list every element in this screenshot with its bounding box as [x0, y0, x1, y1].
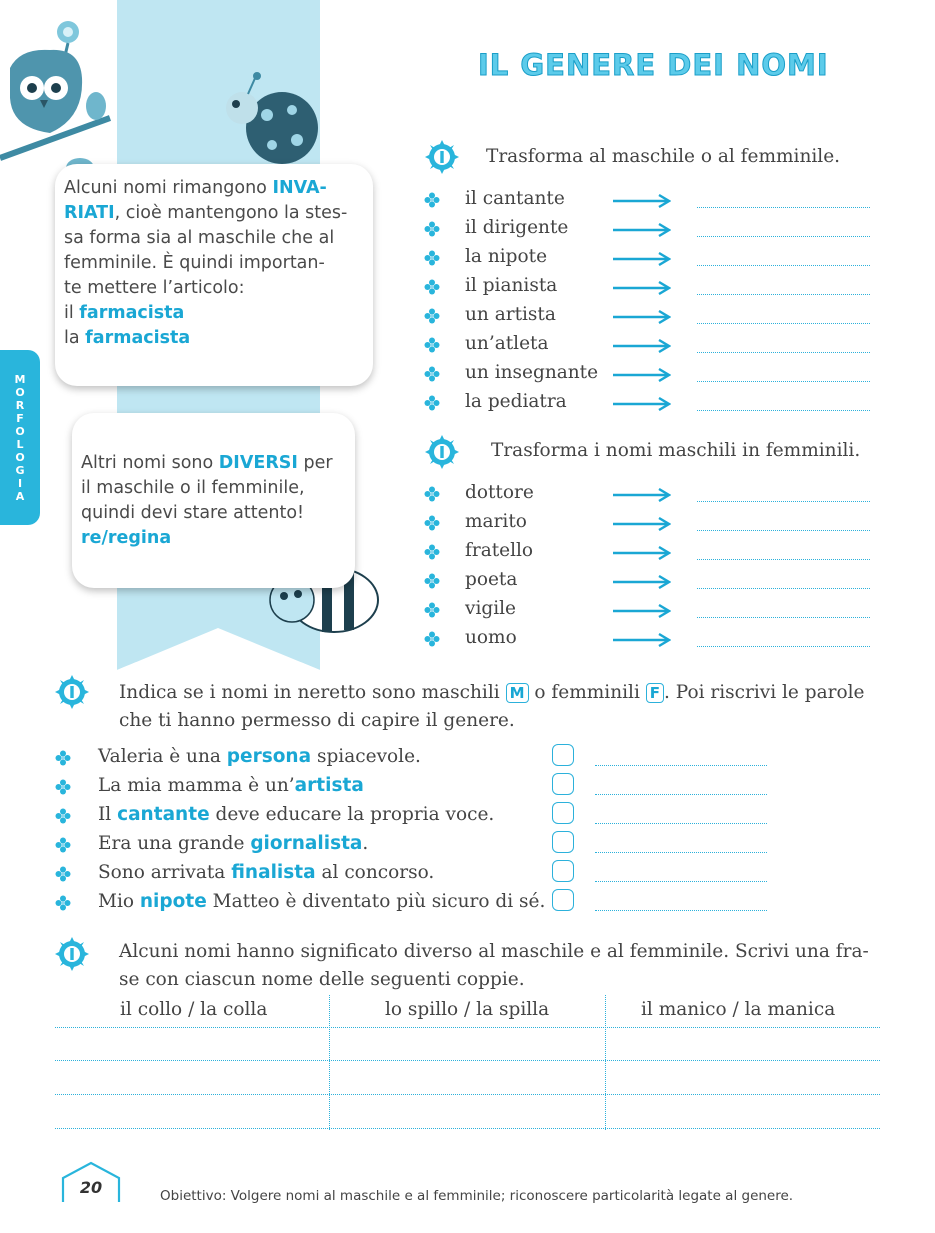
instruction-text: se con ciascun nome delle seguenti coppie. [119, 969, 525, 990]
list-item [424, 511, 874, 539]
bullet-icon [424, 486, 440, 502]
answer-line[interactable] [697, 501, 870, 502]
example-article: la [64, 328, 86, 348]
list-item [424, 569, 874, 597]
card-text: femminile. È quindi importan- [64, 253, 325, 273]
word: poeta [465, 569, 518, 590]
sentence-part: . [362, 833, 369, 854]
list-item [424, 598, 874, 626]
side-tab-letter: O [15, 450, 25, 464]
exercise1-instruction: Trasforma al maschile o al femminile. [486, 146, 841, 167]
arrow-right-icon [613, 339, 671, 353]
list-item [424, 391, 874, 419]
answer-line[interactable] [697, 588, 870, 589]
side-tab-morfologia [0, 350, 40, 525]
arrow-right-icon [613, 310, 671, 324]
word: fratello [465, 540, 534, 561]
sentence-text [98, 862, 434, 883]
keyword: RIATI [64, 203, 115, 223]
info-card-invariati [55, 164, 373, 386]
arrow-right-icon [613, 575, 671, 589]
word: la nipote [465, 246, 548, 267]
word: la pediatra [465, 391, 567, 412]
arrow-right-icon [613, 546, 671, 560]
instruction-text: . Poi riscrivi le parole [664, 682, 865, 703]
bullet-icon [55, 779, 71, 795]
answer-line[interactable] [697, 646, 870, 647]
answer-line[interactable] [697, 207, 870, 208]
bullet-icon [424, 279, 440, 295]
answer-line[interactable] [697, 236, 870, 237]
card-text: Altri nomi sono [81, 453, 219, 473]
bold-noun: artista [294, 775, 364, 796]
side-tab-letter: G [15, 463, 25, 477]
answer-line[interactable] [697, 559, 870, 560]
bullet-icon [55, 750, 71, 766]
exercise3-instruction [119, 679, 899, 735]
example-word: farmacista [85, 328, 191, 348]
card-text: il maschile o il femminile, [81, 478, 305, 498]
arrow-right-icon [613, 517, 671, 531]
masculine-box-label: M [506, 683, 529, 703]
page-title: IL GENERE DEI NOMI [478, 48, 829, 82]
ladybug-icon [222, 70, 322, 170]
word: il cantante [465, 188, 565, 209]
arrow-right-icon [613, 397, 671, 411]
page-number: 20 [79, 1178, 103, 1197]
sentence-row [55, 804, 795, 832]
bullet-icon [424, 602, 440, 618]
gender-checkbox[interactable] [552, 889, 574, 911]
answer-line[interactable] [595, 765, 767, 766]
list-item [424, 540, 874, 568]
exercise-icon [425, 140, 459, 174]
gender-checkbox[interactable] [552, 802, 574, 824]
answer-line[interactable] [697, 352, 870, 353]
bullet-icon [424, 573, 440, 589]
word: il pianista [465, 275, 558, 296]
answer-line[interactable] [697, 617, 870, 618]
answer-line[interactable] [595, 852, 767, 853]
card-text: , cioè mantengono la stes- [114, 203, 348, 223]
sentence-row [55, 891, 795, 919]
list-item [424, 333, 874, 361]
sentence-part: spiacevole. [311, 746, 421, 767]
arrow-right-icon [613, 488, 671, 502]
arrow-right-icon [613, 281, 671, 295]
side-tab-label [15, 373, 26, 503]
card-text: sa forma sia al maschile che al [64, 228, 335, 248]
answer-line[interactable] [595, 910, 767, 911]
answer-line[interactable] [697, 294, 870, 295]
example-word: re/regina [81, 528, 172, 548]
answer-line[interactable] [595, 794, 767, 795]
bullet-icon [424, 250, 440, 266]
answer-line[interactable] [595, 823, 767, 824]
bullet-icon [424, 366, 440, 382]
bold-noun: giornalista [250, 833, 363, 854]
sentence-part: Valeria è una [98, 746, 227, 767]
instruction-text: che ti hanno permesso di capire il genere. [119, 710, 515, 731]
sentence-text [98, 804, 494, 825]
side-tab-letter: A [15, 489, 25, 503]
bullet-icon [424, 221, 440, 237]
card-text: per [297, 453, 333, 473]
bullet-icon [424, 192, 440, 208]
card-text: te mettere l’articolo: [64, 278, 245, 298]
bullet-icon [424, 337, 440, 353]
answer-line[interactable] [595, 881, 767, 882]
bold-noun: nipote [139, 891, 207, 912]
instruction-text: o femminili [528, 682, 646, 703]
word-pair: il manico / la manica [641, 999, 836, 1020]
list-item [424, 217, 874, 245]
bullet-icon [424, 631, 440, 647]
bold-noun: finalista [231, 862, 316, 883]
exercise-icon [55, 675, 89, 709]
list-item [424, 304, 874, 332]
arrow-right-icon [613, 633, 671, 647]
card-text: Alcuni nomi rimangono [64, 178, 273, 198]
sentence-text [98, 746, 421, 767]
word: un artista [465, 304, 556, 325]
example-article: il [64, 303, 80, 323]
side-tab-letter: L [16, 437, 24, 451]
gender-checkbox[interactable] [552, 773, 574, 795]
side-tab-letter: M [14, 372, 26, 386]
sentence-row [55, 775, 795, 803]
arrow-right-icon [613, 194, 671, 208]
side-tab-letter: O [15, 385, 25, 399]
list-item [424, 188, 874, 216]
answer-line[interactable] [697, 323, 870, 324]
bullet-icon [424, 395, 440, 411]
word: un insegnante [465, 362, 599, 383]
word-pair: il collo / la colla [120, 999, 268, 1020]
owl-icon [0, 8, 120, 178]
side-tab-letter: I [17, 476, 23, 490]
exercise4-instruction [119, 938, 899, 994]
bullet-icon [424, 308, 440, 324]
bullet-icon [424, 515, 440, 531]
objective-text: Obiettivo: Volgere nomi al maschile e al femminile; riconoscere particolarità legate al genere. [160, 1188, 794, 1204]
answer-line[interactable] [697, 530, 870, 531]
sentence-part: al concorso. [315, 862, 435, 883]
sentence-part: La mia mamma è un’ [98, 775, 295, 796]
column-divider [605, 995, 606, 1130]
side-tab-letter: R [15, 398, 25, 412]
answer-line[interactable] [697, 265, 870, 266]
sentence-part: Matteo è diventato più sicuro di sé. [206, 891, 546, 912]
answer-line[interactable] [697, 381, 870, 382]
list-item [424, 246, 874, 274]
word: uomo [465, 627, 517, 648]
sentence-text [98, 775, 364, 796]
bold-noun: persona [226, 746, 312, 767]
side-tab-letter: F [16, 411, 24, 425]
sentence-part: deve educare la propria voce. [209, 804, 495, 825]
bullet-icon [55, 866, 71, 882]
card-text: quindi devi stare attento! [81, 503, 305, 523]
sentence-row [55, 862, 795, 890]
instruction-text: Indica se i nomi in neretto sono maschili [119, 682, 506, 703]
word: vigile [465, 598, 516, 619]
arrow-right-icon [613, 252, 671, 266]
sentence-text [98, 891, 545, 912]
keyword: INVA- [272, 178, 327, 198]
sentence-row [55, 833, 795, 861]
bullet-icon [55, 837, 71, 853]
side-tab-letter: O [15, 424, 25, 438]
sentence-part: Era una grande [98, 833, 251, 854]
gender-checkbox[interactable] [552, 860, 574, 882]
writing-line[interactable] [55, 1060, 880, 1061]
writing-line[interactable] [55, 1094, 880, 1095]
sentence-text [98, 833, 368, 854]
exercise-icon [55, 937, 89, 971]
gender-checkbox[interactable] [552, 744, 574, 766]
list-item [424, 482, 874, 510]
word: un’atleta [465, 333, 549, 354]
exercise2-instruction: Trasforma i nomi maschili in femminili. [491, 440, 861, 461]
writing-grid [55, 995, 880, 1130]
bold-noun: cantante [117, 804, 210, 825]
sentence-row [55, 746, 795, 774]
info-card-diversi [72, 413, 355, 588]
gender-checkbox[interactable] [552, 831, 574, 853]
arrow-right-icon [613, 368, 671, 382]
bullet-icon [55, 895, 71, 911]
word: il dirigente [465, 217, 569, 238]
list-item [424, 627, 874, 655]
writing-line[interactable] [55, 1027, 880, 1028]
sentence-part: Il [98, 804, 118, 825]
example-word: farmacista [79, 303, 185, 323]
bullet-icon [424, 544, 440, 560]
bullet-icon [55, 808, 71, 824]
feminine-box-label: F [646, 683, 664, 703]
list-item [424, 362, 874, 390]
word-pair: lo spillo / la spilla [385, 999, 550, 1020]
list-item [424, 275, 874, 303]
sentence-part: Mio [98, 891, 140, 912]
writing-line[interactable] [55, 1128, 880, 1129]
keyword: DIVERSI [218, 453, 298, 473]
arrow-right-icon [613, 604, 671, 618]
answer-line[interactable] [697, 410, 870, 411]
exercise-icon [425, 435, 459, 469]
instruction-text: Alcuni nomi hanno significato diverso al maschile e al femminile. Scrivi una fra- [119, 941, 869, 962]
word: dottore [465, 482, 534, 503]
column-divider [329, 995, 330, 1130]
arrow-right-icon [613, 223, 671, 237]
sentence-part: Sono arrivata [98, 862, 232, 883]
word: marito [465, 511, 527, 532]
